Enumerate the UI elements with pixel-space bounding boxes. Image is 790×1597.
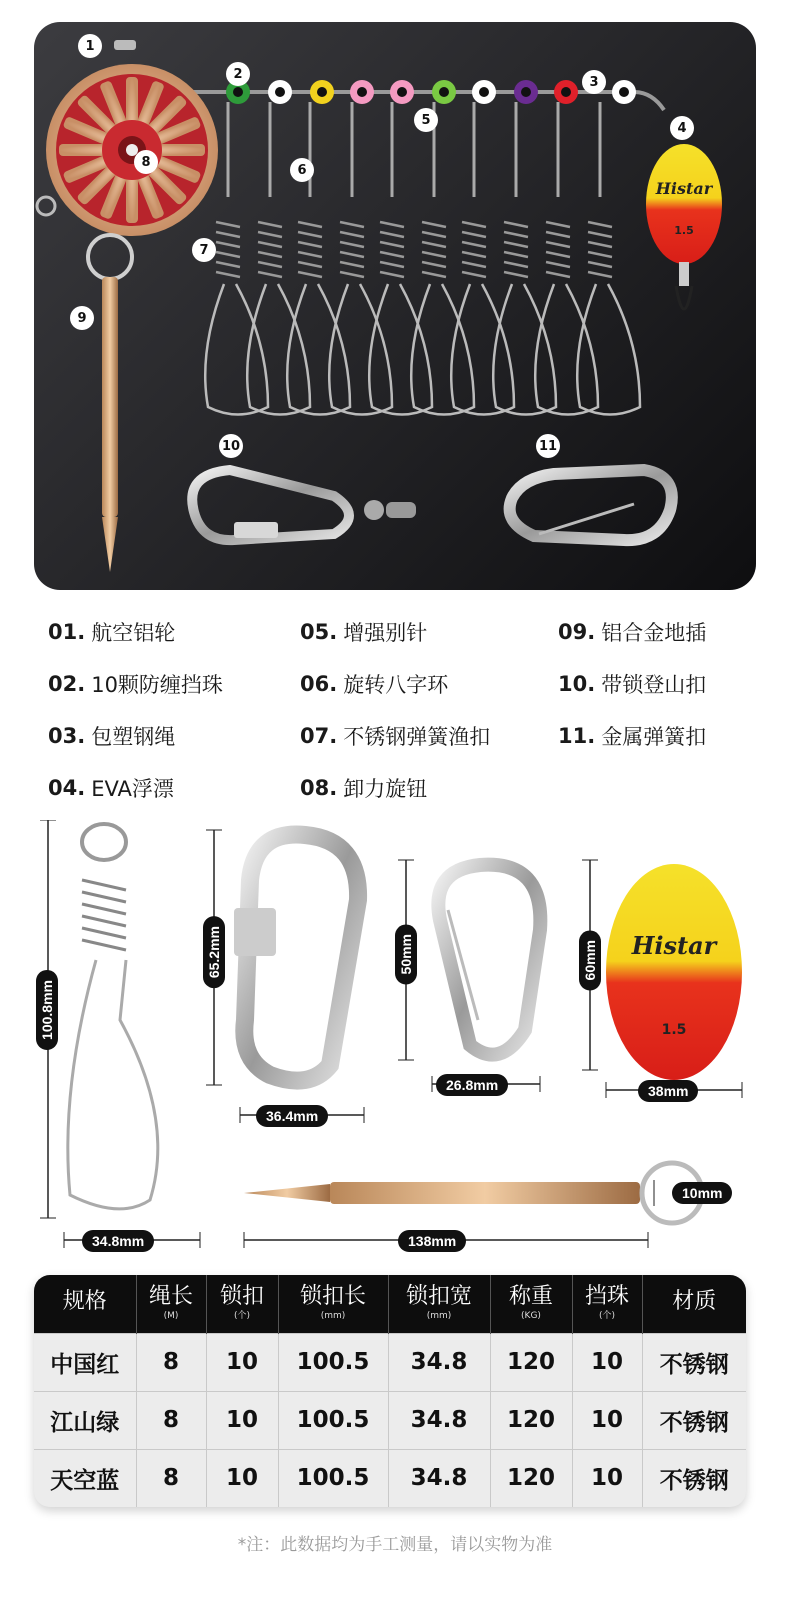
- column-header: 锁扣长 (mm): [278, 1275, 388, 1333]
- snap-clip: [329, 102, 392, 415]
- table-cell: 120: [490, 1391, 572, 1449]
- callout-badge: 6: [290, 158, 314, 182]
- callout-badge: 4: [670, 116, 694, 140]
- part-item: [300, 762, 490, 814]
- bead-hole: [479, 87, 489, 97]
- table-cell: 100.5: [278, 1449, 388, 1507]
- part-label: 铝合金地插: [601, 621, 707, 645]
- table-cell: 10: [206, 1333, 278, 1391]
- part-item: [558, 658, 706, 710]
- part-item: [300, 606, 490, 658]
- bead-hole: [233, 87, 243, 97]
- part-label: 10颗防缠挡珠: [91, 673, 223, 697]
- float-brand-text: Histar: [655, 179, 713, 198]
- eva-float: [646, 144, 722, 309]
- bead-hole: [317, 87, 327, 97]
- part-number: 02.: [48, 672, 86, 696]
- snap-clip: [247, 102, 310, 415]
- table-cell: 江山绿: [34, 1391, 136, 1449]
- column-header: 锁扣宽 (mm): [388, 1275, 490, 1333]
- ring-diameter-label: 10mm: [672, 1182, 732, 1204]
- table-cell: 8: [136, 1449, 206, 1507]
- part-number: 08.: [300, 776, 338, 800]
- table-cell: 天空蓝: [34, 1449, 136, 1507]
- float-brand-text-large: Histar: [631, 931, 717, 960]
- part-item: [48, 606, 223, 658]
- table-cell: 34.8: [388, 1333, 490, 1391]
- bead-hole: [619, 87, 629, 97]
- table-cell: 10: [572, 1391, 642, 1449]
- snap-clip: [369, 102, 432, 415]
- spring-hook-drawing: [398, 860, 540, 1092]
- part-number: 03.: [48, 724, 86, 748]
- part-number: 11.: [558, 724, 596, 748]
- part-item: [48, 658, 223, 710]
- table-cell: 10: [206, 1449, 278, 1507]
- table-header-row: [34, 1275, 746, 1333]
- part-item: [48, 762, 223, 814]
- part-label: 增强别针: [343, 621, 428, 645]
- part-item: [300, 658, 490, 710]
- stake-length-label: 138mm: [398, 1230, 466, 1252]
- parts-list: [48, 606, 758, 801]
- part-item: [48, 710, 223, 762]
- spring-hook-height-label: 50mm: [395, 924, 417, 984]
- table-row: [34, 1391, 746, 1449]
- bead-hole: [439, 87, 449, 97]
- float-size-text: 1.5: [674, 224, 694, 237]
- part-number: 05.: [300, 620, 338, 644]
- spring-hook-width-label: 26.8mm: [436, 1074, 508, 1096]
- table-cell: 10: [206, 1391, 278, 1449]
- snap-clip-drawing: [40, 820, 200, 1248]
- table-cell: 10: [572, 1333, 642, 1391]
- bead-hole: [521, 87, 531, 97]
- callout-badge: 2: [226, 62, 250, 86]
- table-cell: 8: [136, 1391, 206, 1449]
- parts-column-3: [558, 606, 706, 762]
- part-label: 卸力旋钮: [343, 777, 428, 801]
- part-item: [300, 710, 490, 762]
- callout-badge: 5: [414, 108, 438, 132]
- column-header: 规格: [34, 1275, 136, 1333]
- table-cell: 10: [572, 1449, 642, 1507]
- callout-badge: 3: [582, 70, 606, 94]
- parts-column-1: [48, 606, 223, 814]
- table-cell: 不锈钢: [642, 1333, 746, 1391]
- table-cell: 34.8: [388, 1391, 490, 1449]
- part-number: 01.: [48, 620, 86, 644]
- table-row: [34, 1449, 746, 1507]
- clip-height-label: 100.8mm: [36, 970, 58, 1050]
- part-label: 不锈钢弹簧渔扣: [343, 725, 491, 749]
- carabiner-drawing: [206, 830, 364, 1123]
- snap-clip: [535, 102, 598, 415]
- callout-badge: 8: [134, 150, 158, 174]
- table-cell: 不锈钢: [642, 1391, 746, 1449]
- part-number: 10.: [558, 672, 596, 696]
- callout-badge: 10: [219, 434, 243, 458]
- float-size-text-large: 1.5: [661, 1022, 687, 1038]
- callout-badge: 1: [78, 34, 102, 58]
- table-cell: 100.5: [278, 1391, 388, 1449]
- stainless-spring-snaps: [205, 102, 640, 415]
- metal-spring-hook: [510, 470, 672, 540]
- part-label: EVA浮漂: [91, 777, 174, 801]
- aluminum-ground-stake: [88, 235, 132, 572]
- callout-badge: 9: [70, 306, 94, 330]
- parts-column-2: [300, 606, 490, 814]
- stake-drawing: [244, 1163, 702, 1248]
- aluminum-reel: [37, 40, 218, 236]
- product-hero-image: [34, 22, 756, 590]
- float-width-label: 38mm: [638, 1080, 698, 1102]
- part-number: 09.: [558, 620, 596, 644]
- carabiner-height-label: 65.2mm: [203, 916, 225, 988]
- measurement-note: *注：此数据均为手工测量，请以实物为准: [237, 1535, 553, 1555]
- bead-hole: [357, 87, 367, 97]
- part-label: 带锁登山扣: [601, 673, 707, 697]
- table-row: [34, 1333, 746, 1391]
- table-cell: 120: [490, 1449, 572, 1507]
- dimension-diagrams: [0, 820, 790, 1260]
- float-drawing: [582, 860, 742, 1098]
- part-label: 旋转八字环: [343, 673, 449, 697]
- bead-hole: [561, 87, 571, 97]
- spec-table: [34, 1275, 746, 1507]
- table-cell: 不锈钢: [642, 1449, 746, 1507]
- callout-badge: 7: [192, 238, 216, 262]
- bead-hole: [275, 87, 285, 97]
- column-header: 锁扣 (个): [206, 1275, 278, 1333]
- carabiner-width-label: 36.4mm: [256, 1105, 328, 1127]
- table-cell: 34.8: [388, 1449, 490, 1507]
- part-label: 航空铝轮: [91, 621, 176, 645]
- column-header: 称重 (KG): [490, 1275, 572, 1333]
- snap-clip: [411, 102, 474, 415]
- table-cell: 100.5: [278, 1333, 388, 1391]
- snap-clip: [577, 102, 640, 415]
- locking-carabiner: [192, 470, 416, 540]
- snap-clip: [451, 102, 514, 415]
- part-label: 金属弹簧扣: [601, 725, 707, 749]
- part-number: 07.: [300, 724, 338, 748]
- part-number: 04.: [48, 776, 86, 800]
- table-cell: 120: [490, 1333, 572, 1391]
- table-cell: 中国红: [34, 1333, 136, 1391]
- float-height-label: 60mm: [579, 930, 601, 990]
- column-header: 挡珠 (个): [572, 1275, 642, 1333]
- snap-clip: [493, 102, 556, 415]
- part-item: [558, 606, 706, 658]
- column-header: 绳长 (M): [136, 1275, 206, 1333]
- column-header: 材质: [642, 1275, 746, 1333]
- table-cell: 8: [136, 1333, 206, 1391]
- product-illustration: [34, 22, 756, 590]
- part-number: 06.: [300, 672, 338, 696]
- bead-hole: [397, 87, 407, 97]
- callout-badge: 11: [536, 434, 560, 458]
- part-item: [558, 710, 706, 762]
- clip-width-label: 34.8mm: [82, 1230, 154, 1252]
- snap-clip: [287, 102, 350, 415]
- part-label: 包塑钢绳: [91, 725, 176, 749]
